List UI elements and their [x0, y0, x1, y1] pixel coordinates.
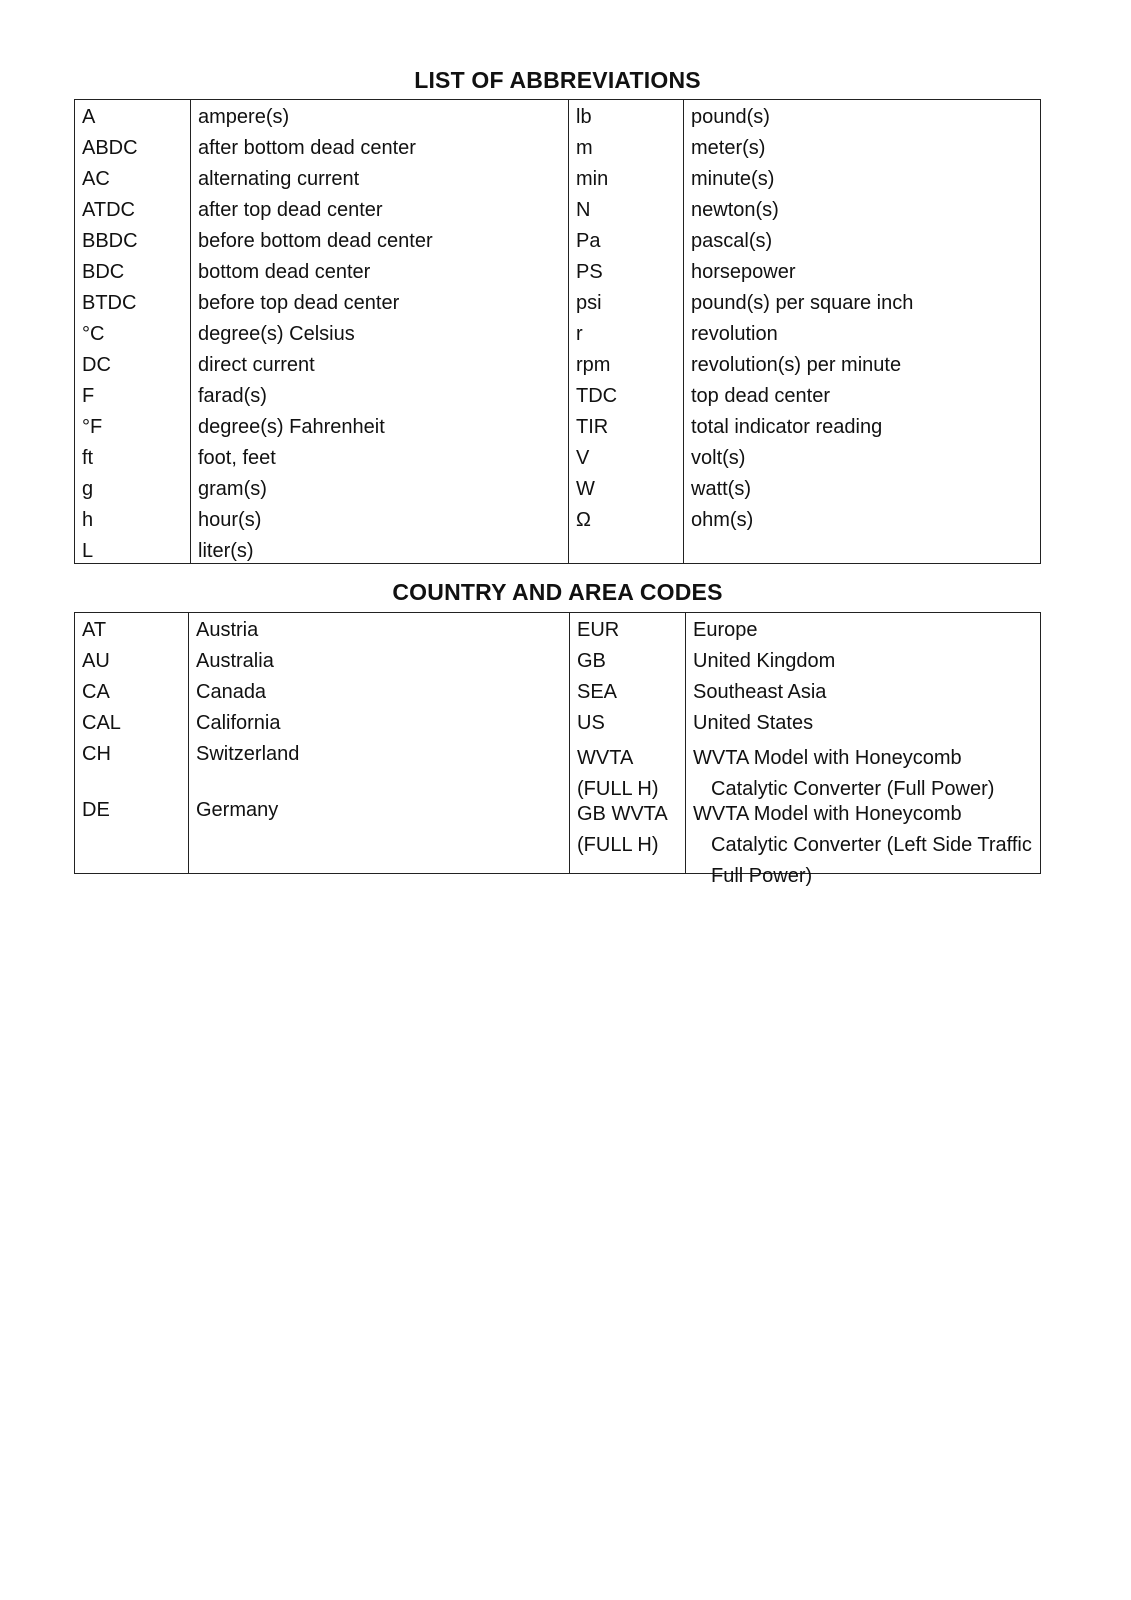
abbr-code: L — [82, 540, 94, 562]
abbr-code: psi — [576, 292, 602, 314]
country-code: CH — [82, 743, 111, 765]
country-name: Austria — [196, 619, 259, 641]
abbr-code: N — [576, 199, 591, 221]
abbr-code: AC — [82, 168, 110, 190]
abbr-meaning: total indicator reading — [691, 416, 883, 438]
abbr-meaning: after top dead center — [198, 199, 383, 221]
codes-column-right-names — [685, 613, 1040, 887]
area-code: US — [577, 712, 605, 734]
abbr-column-right-meanings — [683, 100, 1040, 563]
abbr-meaning: pascal(s) — [691, 230, 773, 252]
abbr-code: h — [82, 509, 94, 531]
abbr-meaning: top dead center — [691, 385, 830, 407]
abbr-code: lb — [576, 106, 592, 128]
abbr-code: Pa — [576, 230, 601, 252]
abbr-code: m — [576, 137, 593, 159]
abbr-meaning: after bottom dead center — [198, 137, 416, 159]
abbr-meaning: pound(s) — [691, 106, 770, 128]
country-name: Australia — [196, 650, 274, 672]
area-code: EUR — [577, 619, 620, 641]
abbr-meaning: minute(s) — [691, 168, 775, 190]
abbr-code: BTDC — [82, 292, 137, 314]
abbr-meaning: ampere(s) — [198, 106, 290, 128]
abbr-code: V — [576, 447, 590, 469]
country-name: California — [196, 712, 281, 734]
abbr-code: r — [576, 323, 583, 345]
country-name: Switzerland — [196, 743, 300, 765]
abbr-meaning: revolution(s) per minute — [691, 354, 902, 376]
abbr-code: TIR — [576, 416, 609, 438]
area-name: Europe — [693, 619, 758, 641]
abbr-code: °F — [82, 416, 103, 438]
abbr-meaning: ohm(s) — [691, 509, 754, 531]
area-code: SEA — [577, 681, 618, 703]
abbr-code: BDC — [82, 261, 125, 283]
abbr-meaning: degree(s) Fahrenheit — [198, 416, 385, 438]
codes-column-left-codes — [75, 613, 188, 873]
abbr-code: PS — [576, 261, 603, 283]
abbr-meaning: pound(s) per square inch — [691, 292, 914, 314]
country-codes-table — [74, 612, 1041, 887]
abbr-meaning: foot, feet — [198, 447, 276, 469]
abbr-meaning: horsepower — [691, 261, 796, 283]
abbr-column-left-meanings — [190, 100, 568, 563]
country-code: CAL — [82, 712, 121, 734]
abbr-code: ATDC — [82, 199, 135, 221]
abbr-code: W — [576, 478, 595, 500]
abbr-code: g — [82, 478, 94, 500]
abbr-meaning: liter(s) — [198, 540, 254, 562]
abbr-column-right-codes — [568, 100, 683, 563]
country-code: DE — [82, 799, 110, 821]
abbr-column-left-codes — [75, 100, 190, 563]
abbr-meaning: newton(s) — [691, 199, 779, 221]
abbr-meaning: direct current — [198, 354, 315, 376]
abbreviations-title: LIST OF ABBREVIATIONS — [414, 67, 701, 93]
area-name: WVTA Model with Honeycomb Catalytic Converter (Left Side Traffic Full Power) — [693, 803, 1032, 887]
area-name: United Kingdom — [693, 650, 836, 672]
area-name: Southeast Asia — [693, 681, 827, 703]
area-code: GB — [577, 650, 606, 672]
area-name: United States — [693, 712, 814, 734]
abbr-code: min — [576, 168, 609, 190]
abbr-meaning: farad(s) — [198, 385, 267, 407]
abbr-meaning: before top dead center — [198, 292, 400, 314]
country-code: CA — [82, 681, 110, 703]
abbr-code: ft — [82, 447, 94, 469]
country-name: Canada — [196, 681, 267, 703]
codes-column-right-codes — [569, 613, 685, 873]
abbr-code: A — [82, 106, 96, 128]
abbr-meaning: bottom dead center — [198, 261, 371, 283]
abbr-code: rpm — [576, 354, 611, 376]
area-code: GB WVTA (FULL H) — [577, 803, 667, 856]
abbr-meaning: volt(s) — [691, 447, 746, 469]
abbr-meaning: hour(s) — [198, 509, 262, 531]
country-name: Germany — [196, 799, 279, 821]
abbr-meaning: revolution — [691, 323, 778, 345]
area-name: WVTA Model with Honeycomb Catalytic Converter (Full Power) — [693, 747, 995, 800]
abbr-code: DC — [82, 354, 111, 376]
country-codes-title: COUNTRY AND AREA CODES — [392, 579, 723, 605]
abbr-meaning: watt(s) — [691, 478, 751, 500]
abbr-code: F — [82, 385, 95, 407]
abbr-meaning: degree(s) Celsius — [198, 323, 355, 345]
abbr-code: °C — [82, 323, 105, 345]
abbr-code: ABDC — [82, 137, 138, 159]
abbr-meaning: gram(s) — [198, 478, 267, 500]
abbr-meaning: alternating current — [198, 168, 360, 190]
country-code: AU — [82, 650, 110, 672]
abbr-code: Ω — [576, 509, 591, 531]
codes-column-left-names — [188, 613, 569, 873]
abbr-meaning: before bottom dead center — [198, 230, 433, 252]
abbr-code: BBDC — [82, 230, 138, 252]
abbr-meaning: meter(s) — [691, 137, 766, 159]
area-code: WVTA (FULL H) — [577, 747, 659, 800]
abbreviations-table — [74, 99, 1041, 564]
country-code: AT — [82, 619, 107, 641]
abbr-code: TDC — [576, 385, 618, 407]
